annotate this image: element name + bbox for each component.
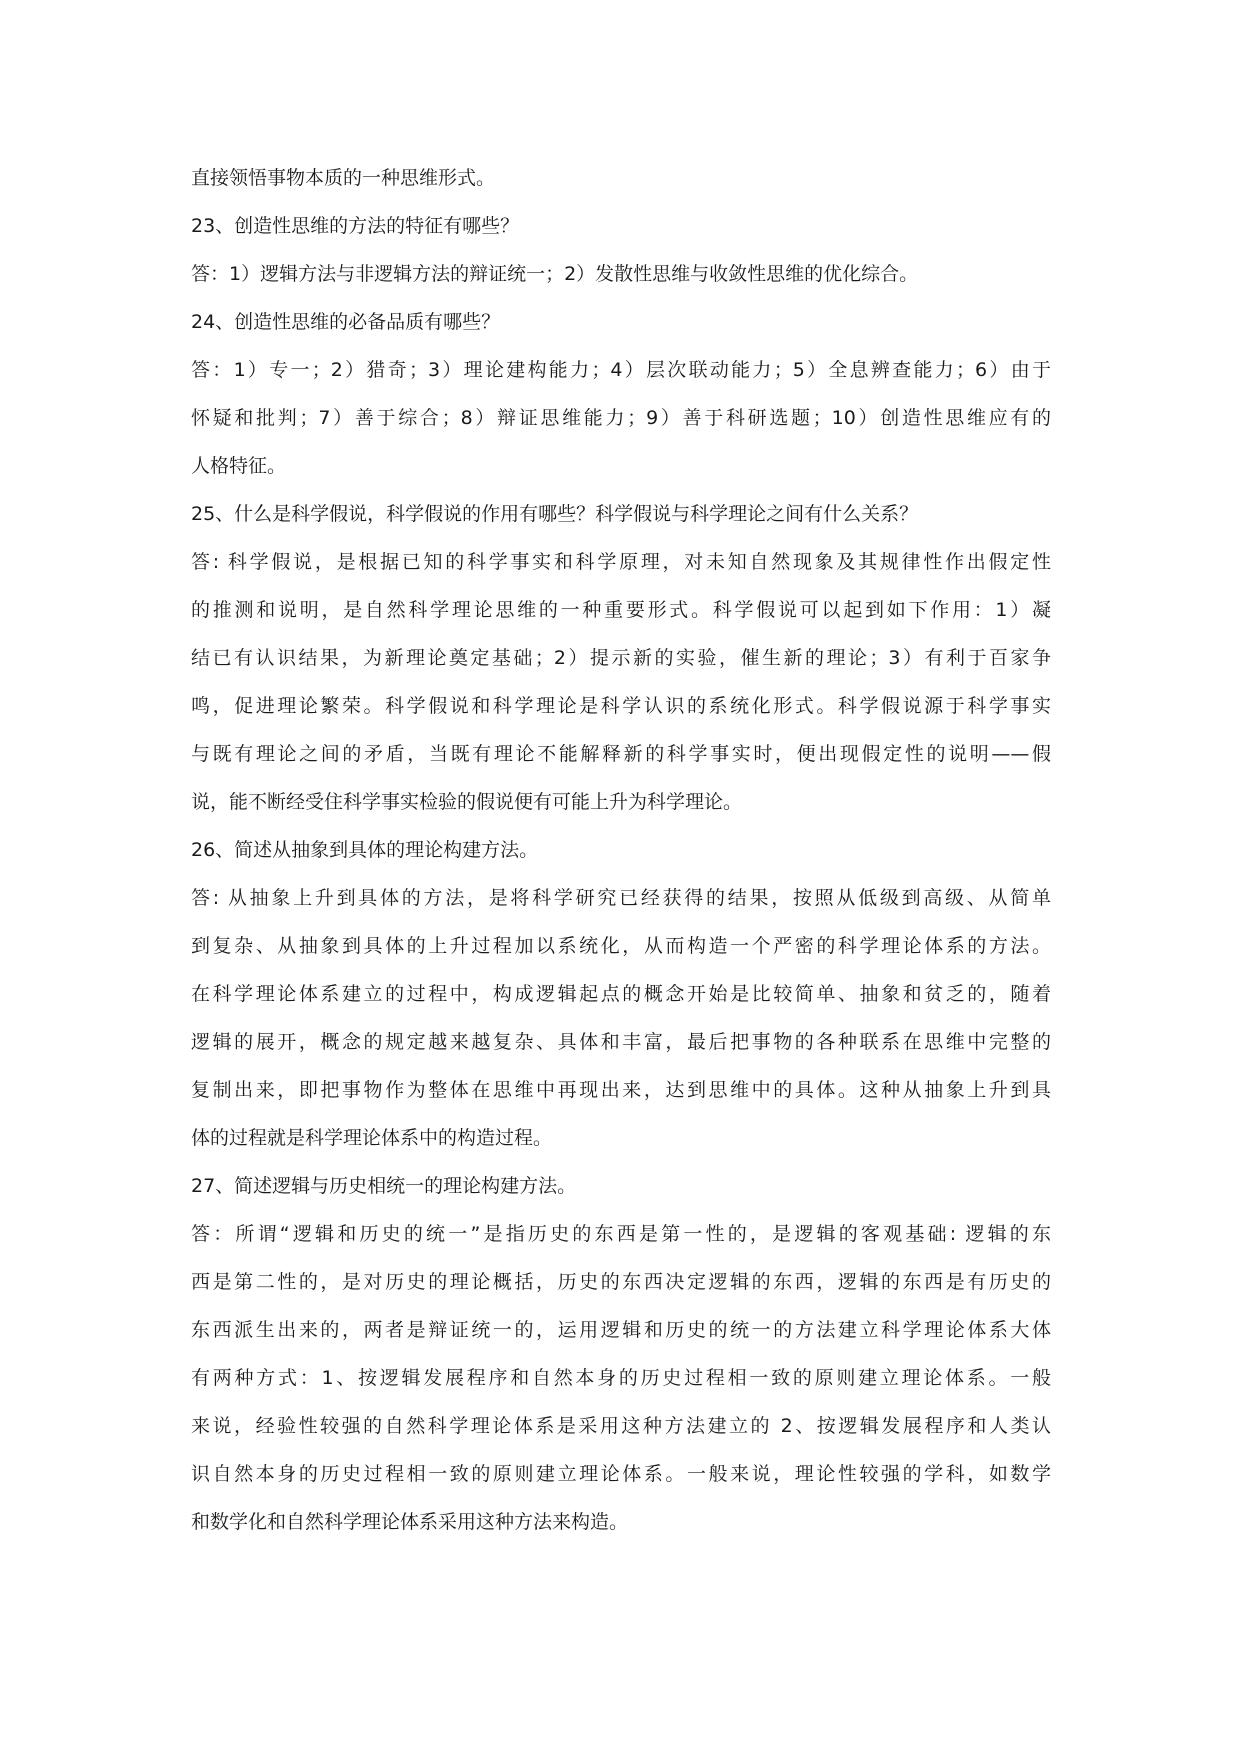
text-line: 答: 科学假说，是根据已知的科学事实和科学原理，对未知自然现象及其规律性作出假定性 <box>191 551 1051 573</box>
text-line: 有两种方式：1、按逻辑发展程序和自然本身的历史过程相一致的原则建立理论体系。一般 <box>191 1367 1051 1389</box>
text-line: 来说，经验性较强的自然科学理论体系是采用这种方法建立的 2、按逻辑发展程序和人类认 <box>191 1415 1051 1437</box>
text-line: 东西派生出来的，两者是辩证统一的，运用逻辑和历史的统一的方法建立科学理论体系大体 <box>191 1319 1051 1341</box>
text-line: 答: 从抽象上升到具体的方法，是将科学研究已经获得的结果，按照从低级到高级、从简单 <box>191 887 1051 909</box>
text-line: 复制出来，即把事物作为整体在思维中再现出来，达到思维中的具体。这种从抽象上升到具 <box>191 1079 1051 1101</box>
text-line: 直接领悟事物本质的一种思维形式。 <box>191 167 496 189</box>
text-line: 到复杂、从抽象到具体的上升过程加以系统化，从而构造一个严密的科学理论体系的方法。 <box>191 935 1051 957</box>
text-line: 人格特征。 <box>191 455 287 477</box>
text-line: 与既有理论之间的矛盾，当既有理论不能解释新的科学事实时，便出现假定性的说明——假 <box>191 743 1051 765</box>
text-line: 说，能不断经受住科学事实检验的假说便有可能上升为科学理论。 <box>191 791 743 813</box>
text-line: 24、创造性思维的必备品质有哪些？ <box>191 311 501 333</box>
document-body <box>191 154 1051 1546</box>
text-line: 在科学理论体系建立的过程中，构成逻辑起点的概念开始是比较简单、抽象和贫乏的，随着 <box>191 983 1051 1005</box>
text-line: 鸣，促进理论繁荣。科学假说和科学理论是科学认识的系统化形式。科学假说源于科学事实 <box>191 695 1051 717</box>
text-line: 体的过程就是科学理论体系中的构造过程。 <box>191 1127 553 1149</box>
text-line: 答：所谓“逻辑和历史的统一”是指历史的东西是第一性的，是逻辑的客观基础: 逻辑的东 <box>191 1223 1051 1245</box>
text-line: 25、什么是科学假说，科学假说的作用有哪些？科学假说与科学理论之间有什么关系？ <box>191 503 919 525</box>
text-line: 26、简述从抽象到具体的理论构建方法。 <box>191 839 539 861</box>
text-line: 西是第二性的，是对历史的理论概括，历史的东西决定逻辑的东西，逻辑的东西是有历史的 <box>191 1271 1051 1293</box>
text-line: 逻辑的展开，概念的规定越来越复杂、具体和丰富，最后把事物的各种联系在思维中完整的 <box>191 1031 1051 1053</box>
text-line: 怀疑和批判；7）善于综合；8）辩证思维能力；9）善于科研选题；10）创造性思维应有的 <box>191 407 1051 429</box>
text-line: 答：1）逻辑方法与非逻辑方法的辩证统一；2）发散性思维与收敛性思维的优化综合。 <box>191 263 919 285</box>
text-line: 答：1）专一；2）猎奇；3）理论建构能力；4）层次联动能力；5）全息辨查能力；6）由于 <box>191 359 1051 381</box>
text-line: 结已有认识结果，为新理论奠定基础；2）提示新的实验，催生新的理论；3）有利于百家争 <box>191 647 1051 669</box>
text-line: 的推测和说明，是自然科学理论思维的一种重要形式。科学假说可以起到如下作用：1）凝 <box>191 599 1051 621</box>
text-line: 23、创造性思维的方法的特征有哪些？ <box>191 215 520 237</box>
text-line: 识自然本身的历史过程相一致的原则建立理论体系。一般来说，理论性较强的学科，如数学 <box>191 1463 1051 1485</box>
text-line: 和数学化和自然科学理论体系采用这种方法来构造。 <box>191 1511 629 1533</box>
text-line: 27、简述逻辑与历史相统一的理论构建方法。 <box>191 1175 577 1197</box>
